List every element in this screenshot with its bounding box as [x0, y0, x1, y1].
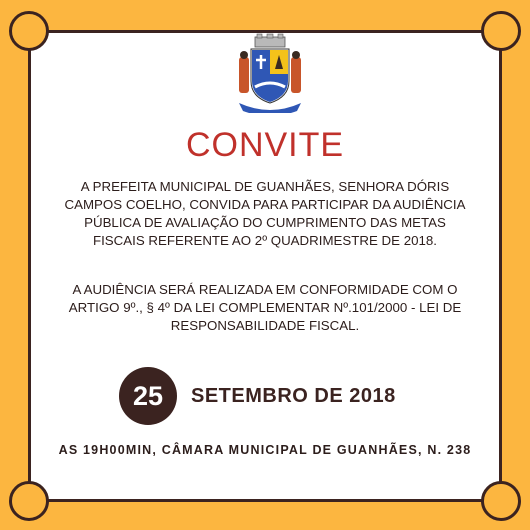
invitation-title: CONVITE [185, 126, 345, 164]
date-month-year: SETEMBRO DE 2018 [191, 384, 396, 407]
corner-notch [481, 481, 521, 521]
event-time-venue: AS 19H00MIN, CÂMARA MUNICIPAL DE GUANHÃES, N. 238 [58, 443, 472, 457]
corner-notch [9, 11, 49, 51]
corner-notch [9, 481, 49, 521]
municipal-coat-of-arms-icon [235, 33, 305, 113]
date-day-badge: 25 [119, 367, 177, 425]
event-date [119, 367, 396, 425]
invitation-paragraph: A PREFEITA MUNICIPAL DE GUANHÃES, SENHORA DÓRIS CAMPOS COELHO, CONVIDA PARA PARTICIPAR DA AUDIÊNCIA PÚBLICA DE AVALIAÇÃO DO CUMPRIMENTO DAS METAS FISCAIS REFERENTE AO 2º QUADRIMESTRE DE 2018. [64, 179, 466, 248]
invitation-card [28, 30, 502, 502]
legal-basis-paragraph: A AUDIÊNCIA SERÁ REALIZADA EM CONFORMIDADE COM O ARTIGO 9º., § 4º DA LEI COMPLEMENTAR Nº.101/2000 - LEI DE RESPONSABILIDADE FISCAL. [68, 282, 462, 333]
corner-notch [481, 11, 521, 51]
